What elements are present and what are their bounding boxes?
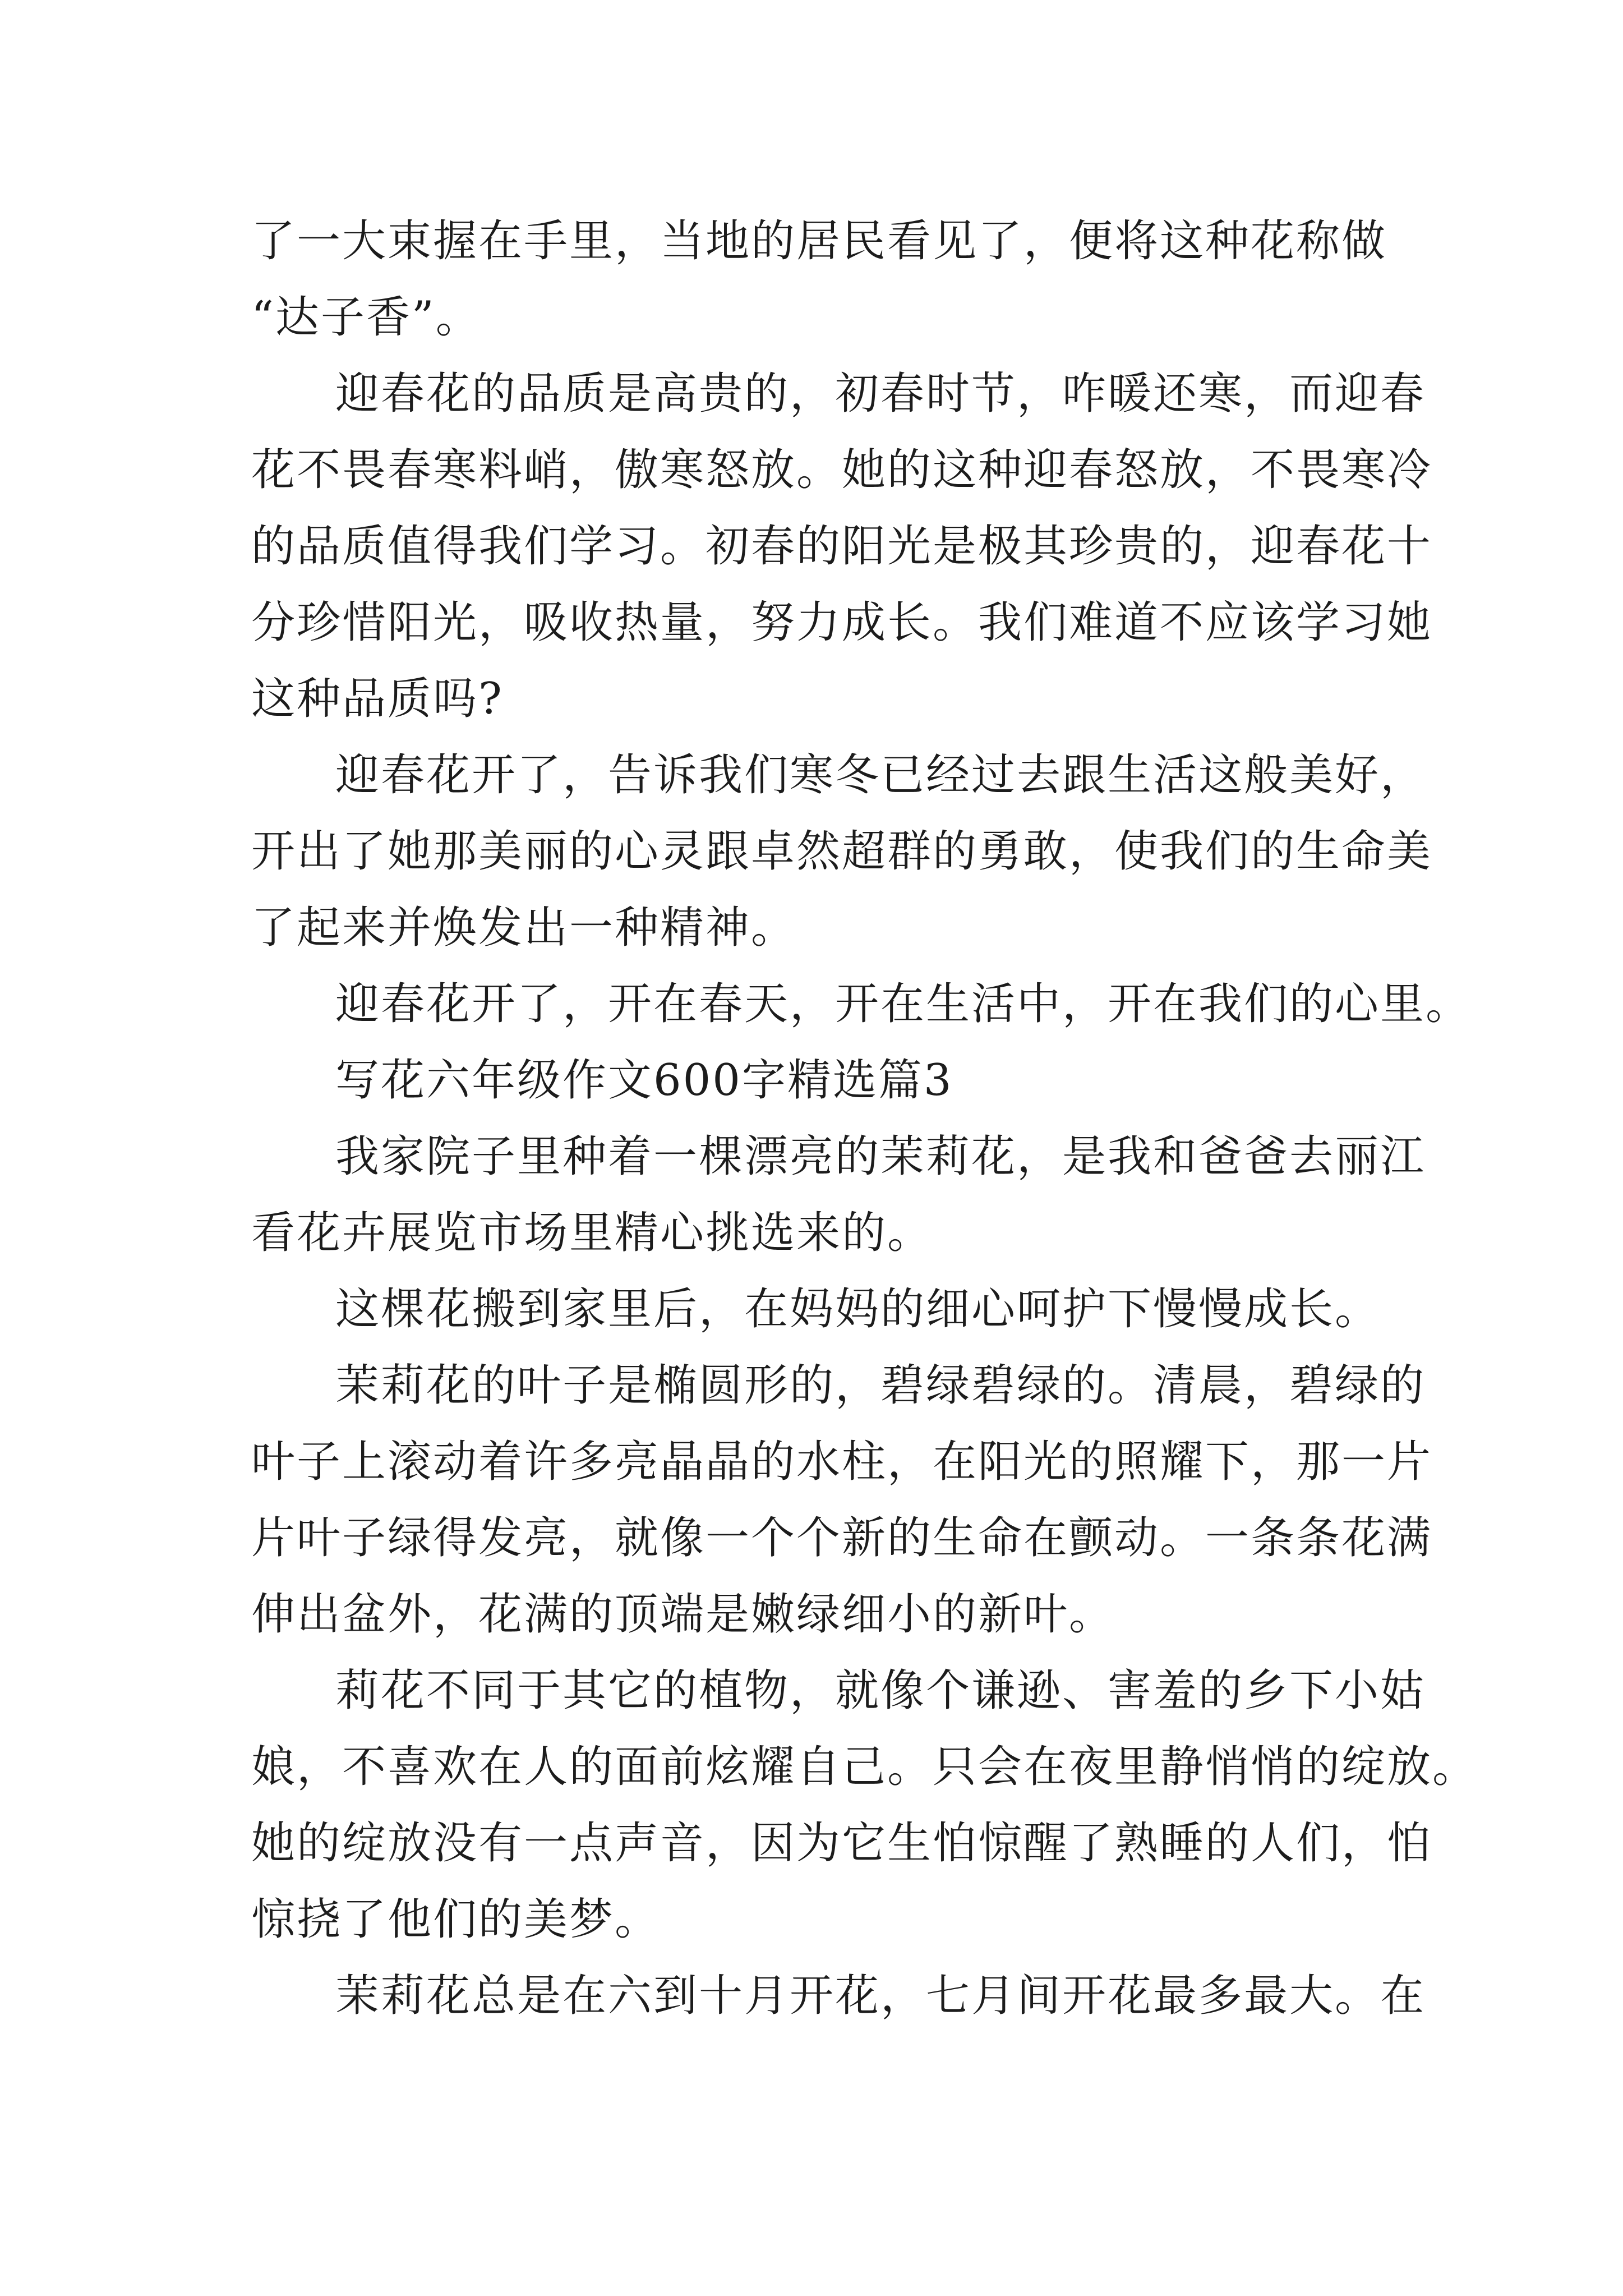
text-line: 莉花不同于其它的植物，就像个谦逊、害羞的乡下小姑 (335, 1665, 1426, 1716)
text-line: 迎春花开了，告诉我们寒冬已经过去跟生活这般美好， (335, 750, 1426, 800)
text-line: 看花卉展览市场里精心挑选来的。 (251, 1208, 933, 1258)
text-line: 片叶子绿得发亮，就像一个个新的生命在颤动。一条条花满 (251, 1513, 1433, 1563)
text-line: 迎春花的品质是高贵的，初春时节，咋暖还寒，而迎春 (335, 369, 1426, 419)
text-line: 茉莉花总是在六到十月开花，七月间开花最多最大。在 (335, 1971, 1426, 2021)
text-line: 这棵花搬到家里后，在妈妈的细心呵护下慢慢成长。 (335, 1284, 1381, 1335)
text-line: 了一大束握在手里，当地的居民看见了，便将这种花称做 (251, 216, 1387, 266)
text-line: 她的绽放没有一点声音，因为它生怕惊醒了熟睡的人们，怕 (251, 1818, 1433, 1869)
text-line: 这种品质吗? (251, 674, 504, 724)
text-line: 娘，不喜欢在人的面前炫耀自己。只会在夜里静悄悄的绽放。 (251, 1742, 1478, 1792)
text-line: 惊挠了他们的美梦。 (251, 1894, 661, 1945)
text-line: 的品质值得我们学习。初春的阳光是极其珍贵的，迎春花十 (251, 521, 1433, 572)
text-line: 我家院子里种着一棵漂亮的茉莉花，是我和爸爸去丽江 (335, 1131, 1426, 1182)
text-line: 了起来并焕发出一种精神。 (251, 903, 797, 953)
text-line: 叶子上滚动着许多亮晶晶的水柱，在阳光的照耀下，那一片 (251, 1437, 1433, 1487)
section-heading: 写花六年级作文600字精选篇3 (335, 1055, 953, 1106)
text-line: 迎春花开了，开在春天，开在生活中，开在我们的心里。 (335, 979, 1472, 1029)
text-line: 茉莉花的叶子是椭圆形的，碧绿碧绿的。清晨，碧绿的 (335, 1360, 1426, 1411)
text-line: 伸出盆外，花满的顶端是嫩绿细小的新叶。 (251, 1589, 1115, 1640)
text-line: 开出了她那美丽的心灵跟卓然超群的勇敢，使我们的生命美 (251, 826, 1433, 877)
text-line: 分珍惜阳光，吸收热量，努力成长。我们难道不应该学习她 (251, 597, 1433, 648)
text-line: “达子香”。 (251, 292, 481, 343)
text-line: 花不畏春寒料峭，傲寒怒放。她的这种迎春怒放，不畏寒冷 (251, 445, 1433, 495)
